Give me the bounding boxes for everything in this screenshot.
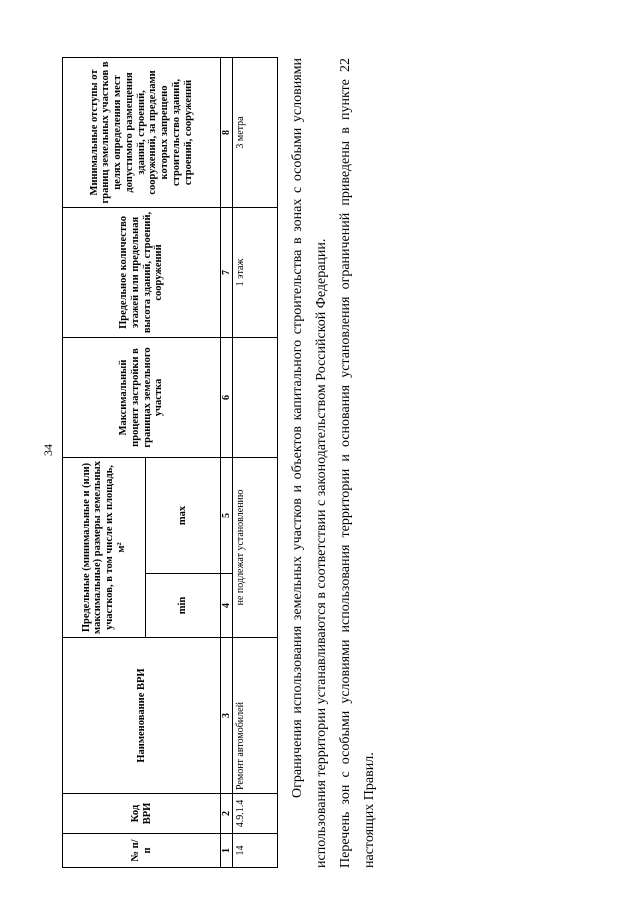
column-number: 6 [221, 337, 233, 457]
zoning-parameters-table [62, 57, 278, 868]
paragraph-zone-list: Перечень зон с особыми условиями использования территории и основания установления ограничений приведены в пункте 22 настоящих Правил. [338, 58, 377, 868]
column-number: 1 [221, 834, 233, 868]
row-max-build-percent [233, 337, 278, 457]
row-min-setbacks: 3 метра [233, 57, 278, 207]
header-size-limits: Предельные (минимальные и (или) максимальные) размеры земельных участков, в том числе их площадь, м² [63, 457, 146, 637]
row-max-floors: 1 этаж [233, 207, 278, 337]
column-number: 5 [221, 457, 233, 573]
column-numbers-row [221, 57, 233, 867]
table-header-row [63, 57, 146, 867]
column-number: 3 [221, 638, 233, 794]
column-number: 7 [221, 207, 233, 337]
header-min-setbacks: Минимальные отступы от границ земельных участков в целях определения мест допустимого размещения зданий, строений, сооружений, за пределами которых запрещено строительство зданий, строений, сооружений [63, 57, 221, 207]
column-number: 8 [221, 57, 233, 207]
row-code: 4.9.1.4 [233, 794, 278, 834]
header-min: min [146, 574, 221, 638]
row-num: 14 [233, 834, 278, 868]
header-code: Код ВРИ [63, 794, 221, 834]
page-number: 34 [41, 444, 55, 456]
table-row [233, 57, 278, 867]
header-num: № п/п [63, 834, 221, 868]
header-max: max [146, 457, 221, 573]
header-max-build-percent: Максимальный процент застройки в границах земельного участка [63, 337, 221, 457]
header-max-floors: Предельное количество этажей или предельная высота зданий, строений, сооружений [63, 207, 221, 337]
paragraph-restrictions: Ограничения использования земельных участков и объектов капитального строительства в зонах с особыми условиями использования территории устанавливаются в соответствии с законодательством Российской Федерации. [290, 58, 329, 868]
column-number: 4 [221, 574, 233, 638]
row-name: Ремонт автомобилей [233, 638, 278, 794]
column-number: 2 [221, 794, 233, 834]
header-name: Наименование ВРИ [63, 638, 221, 794]
body-text [286, 58, 382, 868]
rotated-page-content [62, 58, 402, 868]
row-size-limits: не подлежат установлению [233, 457, 278, 637]
